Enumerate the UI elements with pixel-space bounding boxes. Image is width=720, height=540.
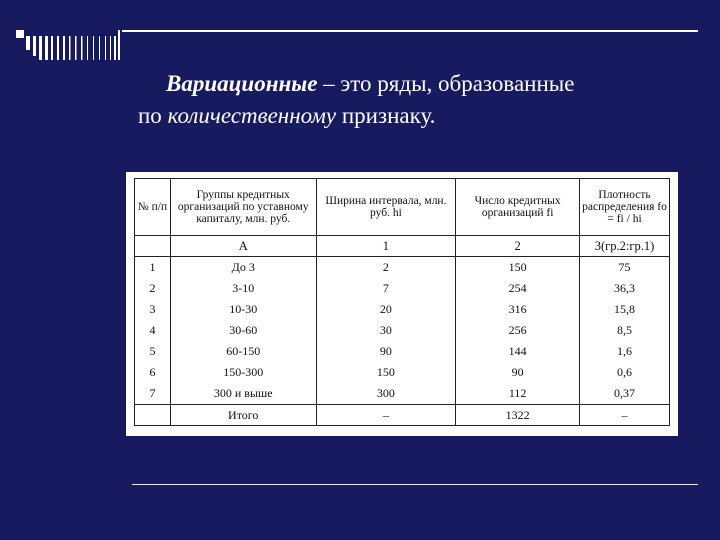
table-cell: 7: [316, 278, 456, 299]
table-cell: 20: [316, 299, 456, 320]
table-cell: 256: [456, 320, 580, 341]
table-cell: 150: [456, 257, 580, 279]
table-row: [135, 320, 670, 341]
table-row: [135, 278, 670, 299]
table-row: [135, 257, 670, 279]
table-cell: –: [580, 405, 670, 426]
table-cell: 150-300: [170, 362, 316, 383]
table-cell: 316: [456, 299, 580, 320]
table-cell: 10-30: [170, 299, 316, 320]
header-row: [135, 179, 670, 236]
col-header-density: Плотность распределения fo = fi / hi: [580, 179, 670, 236]
table-cell: А: [170, 236, 316, 257]
total-row: [135, 405, 670, 426]
table-cell: 8,5: [580, 320, 670, 341]
title-line2-suffix: признаку.: [336, 103, 436, 128]
table-cell: 0,37: [580, 383, 670, 405]
table-cell: 5: [135, 341, 171, 362]
variation-table: [134, 178, 670, 426]
bottom-divider: [132, 484, 698, 485]
col-header-num: № п/п: [135, 179, 171, 236]
table-cell: 3(гр.2:гр.1): [580, 236, 670, 257]
table-row: [135, 383, 670, 405]
col-header-width: Ширина интервала, млн. руб. hi: [316, 179, 456, 236]
title-line2-italic: количественному: [167, 103, 337, 128]
table-card: [126, 172, 678, 436]
table-row: [135, 362, 670, 383]
table-cell: 3: [135, 299, 171, 320]
table-cell: 1: [135, 257, 171, 279]
table-cell: 6: [135, 362, 171, 383]
slide-title: [138, 68, 698, 132]
table-cell: 1322: [456, 405, 580, 426]
table-cell: 2: [316, 257, 456, 279]
table-cell: 144: [456, 341, 580, 362]
table-cell: 30-60: [170, 320, 316, 341]
title-keyword: Вариационные: [166, 71, 318, 96]
table-cell: Итого: [170, 405, 316, 426]
table-cell: 2: [456, 236, 580, 257]
col-header-groups: Группы кредитных организаций по уставному капиталу, млн. руб.: [170, 179, 316, 236]
table-cell: 30: [316, 320, 456, 341]
title-line2-prefix: по: [138, 103, 168, 128]
table-cell: До 3: [170, 257, 316, 279]
table-cell: [135, 405, 171, 426]
table-cell: 0,6: [580, 362, 670, 383]
deco-square: [16, 30, 24, 38]
table-cell: 90: [316, 341, 456, 362]
table-cell: 150: [316, 362, 456, 383]
table-cell: 2: [135, 278, 171, 299]
index-row: [135, 236, 670, 257]
table-cell: 300: [316, 383, 456, 405]
table-row: [135, 299, 670, 320]
decorative-bars: [0, 0, 720, 60]
col-header-count: Число кредитных организаций fi: [456, 179, 580, 236]
table-cell: 90: [456, 362, 580, 383]
table-cell: 3-10: [170, 278, 316, 299]
table-cell: 15,8: [580, 299, 670, 320]
table-cell: 60-150: [170, 341, 316, 362]
table-cell: 254: [456, 278, 580, 299]
title-rest: – это ряды, образованные: [317, 71, 575, 96]
table-cell: 300 и выше: [170, 383, 316, 405]
table-row: [135, 341, 670, 362]
table-cell: 7: [135, 383, 171, 405]
table-cell: 1,6: [580, 341, 670, 362]
table-cell: 1: [316, 236, 456, 257]
table-cell: 112: [456, 383, 580, 405]
table-cell: 36,3: [580, 278, 670, 299]
table-cell: 4: [135, 320, 171, 341]
table-cell: –: [316, 405, 456, 426]
table-cell: 75: [580, 257, 670, 279]
table-cell: [135, 236, 171, 257]
